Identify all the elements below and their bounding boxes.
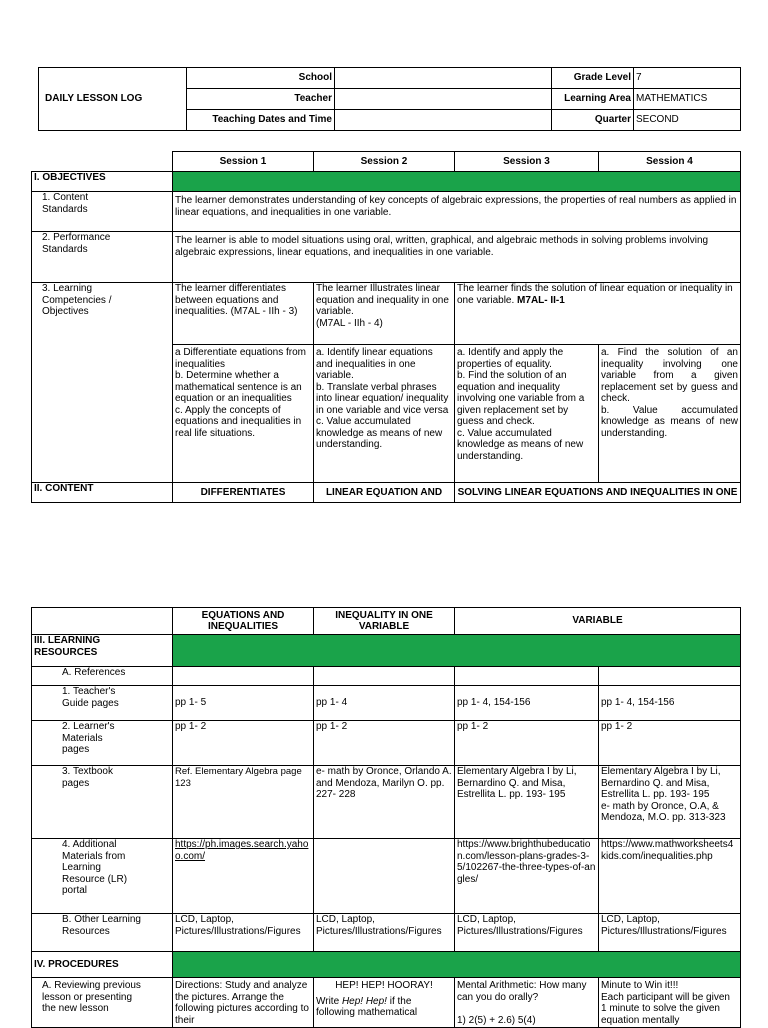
review-label: A. Reviewing previous lesson or presenting the new lesson [32,978,173,1028]
objectives-session-2: a. Identify linear equations and inequalities in one variable. b. Translate verbal phrases into linear equation/ inequality in one variable and vice versa c. Value accumulated knowledge as means of new understanding. [314,345,455,483]
content-standards-text: The learner demonstrates understanding of key concepts of algebraic expressions, the properties of real numbers as applied in linear equations, and inequalities in one variable. [173,192,741,232]
objectives-session-3: a. Identify and apply the properties of equality. b. Find the solution of an equation and inequality involving one variable from a given replacement set by guess and check. c. Value accumulated knowledge as means of new understanding. [455,345,599,483]
tg-session-3: pp 1- 4, 154-156 [455,686,599,721]
procedure-s2-post: if the following mathematical [316,995,418,1018]
ref-cell-3 [455,667,599,686]
procedure-session-2-body [316,996,452,1019]
content-cont-session-3-4: VARIABLE [455,608,741,635]
content-heading: II. CONTENT [32,483,173,503]
tg-label: 1. Teacher's Guide pages [32,686,173,721]
ref-cell-4 [599,667,741,686]
teacher-label: Teacher [187,89,335,110]
area-field[interactable]: MATHEMATICS [634,89,741,110]
tb-label: 3. Textbook pages [32,766,173,839]
log-title: DAILY LESSON LOG [39,68,187,131]
resources-heading: III. LEARNING RESOURCES [32,635,173,667]
competencies-label: 3. Learning Competencies / Objectives [32,283,173,483]
content-standards-label: 1. Content Standards [32,192,173,232]
school-field[interactable] [335,68,552,89]
competency-session-3-4-text: The learner finds the solution of linear equation or inequality in one variable. [457,283,733,306]
session-1-header: Session 1 [173,152,314,172]
ref-cell-1 [173,667,314,686]
session-3-header: Session 3 [455,152,599,172]
competency-session-1: The learner differentiates between equations and inequalities. (M7AL - IIh - 3) [173,283,314,345]
procedures-heading: IV. PROCEDURES [32,952,173,978]
session-4-header: Session 4 [599,152,741,172]
objectives-session-4: a. Find the solution of an inequality involving one variable from a given replacement set by guess and check. b. Value accumulated knowledge as means of new understanding. [599,345,741,483]
am-label: 4. Additional Materials from Learning Resource (LR) portal [32,839,173,914]
procedures-green-bar [173,952,741,978]
resources-table [31,607,741,1028]
am-session-2 [314,839,455,914]
other-session-4: LCD, Laptop, Pictures/Illustrations/Figures [599,914,741,952]
tb-session-1: Ref. Elementary Algebra page 123 [173,766,314,839]
dates-field[interactable] [335,110,552,131]
performance-standards-text: The learner is able to model situations using oral, written, graphical, and algebraic methods in solving problems involving algebraic expressions, linear equations, and inequalities in one variable. [173,232,741,283]
am-link-session-4[interactable]: https://www.mathworksheets4kids.com/inequalities.php [599,839,741,914]
grade-field[interactable]: 7 [634,68,741,89]
procedure-session-3: Mental Arithmetic: How many can you do orally? 1) 2(5) + 2.6) 5(4) [455,978,599,1028]
area-label: Learning Area [552,89,634,110]
tg-session-2: pp 1- 4 [314,686,455,721]
lm-session-2: pp 1- 2 [314,721,455,766]
lm-session-3: pp 1- 2 [455,721,599,766]
lm-session-1: pp 1- 2 [173,721,314,766]
blank-corner-2 [32,608,173,635]
tg-session-1: pp 1- 5 [173,686,314,721]
competency-session-3-4 [455,283,741,345]
content-cont-session-1: EQUATIONS AND INEQUALITIES [173,608,314,635]
performance-standards-label: 2. Performance Standards [32,232,173,283]
tb-session-4: Elementary Algebra I by Li, Bernardino Q. and Misa, Estrellita L. pp. 193- 195 e- math by Oronce, O.A, & Mendoza, M.O. pp. 313-323 [599,766,741,839]
objectives-heading: I. OBJECTIVES [32,172,173,192]
competency-code: M7AL- II-1 [517,294,565,306]
am-link-session-1[interactable]: https://ph.images.search.yahoo.com/ [173,839,314,914]
procedure-s2-pre: Write [316,995,342,1007]
content-session-2: LINEAR EQUATION AND [314,483,455,503]
procedure-session-1: Directions: Study and analyze the pictures. Arrange the following pictures according to their [173,978,314,1028]
procedure-session-2 [314,978,455,1028]
blank-corner [32,152,173,172]
procedure-session-2-title: HEP! HEP! HOORAY! [335,980,433,991]
competency-session-2: The learner Illustrates linear equation and inequality in one variable. (M7AL - IIh - 4) [314,283,455,345]
procedure-s2-em: Hep! Hep! [341,995,387,1007]
other-resources-label: B. Other Learning Resources [32,914,173,952]
resources-green-bar [173,635,741,667]
objectives-table [31,151,741,503]
content-cont-session-2: INEQUALITY IN ONE VARIABLE [314,608,455,635]
quarter-label: Quarter [552,110,634,131]
ref-cell-2 [314,667,455,686]
tb-session-3: Elementary Algebra I by Li, Bernardino Q. and Misa, Estrellita L. pp. 193- 195 [455,766,599,839]
content-session-1: DIFFERENTIATES [173,483,314,503]
school-label: School [187,68,335,89]
procedure-session-4: Minute to Win it!!! Each participant will be given 1 minute to solve the given equation mentally [599,978,741,1028]
tb-session-2: e- math by Oronce, Orlando A. and Mendoza, Marilyn O. pp. 227- 228 [314,766,455,839]
objectives-session-1: a Differentiate equations from inequalities b. Determine whether a mathematical sentence is an equation or an inequalities c. Apply the concepts of equations and inequalities in real life situations. [173,345,314,483]
am-link-session-3[interactable]: https://www.brighthubeducation.com/lesson-plans-grades-3-5/102267-the-three-types-of-angles/ [455,839,599,914]
other-session-3: LCD, Laptop, Pictures/Illustrations/Figures [455,914,599,952]
dates-label: Teaching Dates and Time [187,110,335,131]
other-session-1: LCD, Laptop, Pictures/Illustrations/Figures [173,914,314,952]
lesson-log-header [38,67,741,131]
lm-label: 2. Learner's Materials pages [32,721,173,766]
lm-session-4: pp 1- 2 [599,721,741,766]
grade-label: Grade Level [552,68,634,89]
other-session-2: LCD, Laptop, Pictures/Illustrations/Figures [314,914,455,952]
content-session-3-4: SOLVING LINEAR EQUATIONS AND INEQUALITIES IN ONE [455,483,741,503]
quarter-field[interactable]: SECOND [634,110,741,131]
objectives-green-bar [173,172,741,192]
tg-session-4: pp 1- 4, 154-156 [599,686,741,721]
teacher-field[interactable] [335,89,552,110]
session-2-header: Session 2 [314,152,455,172]
references-label: A. References [32,667,173,686]
